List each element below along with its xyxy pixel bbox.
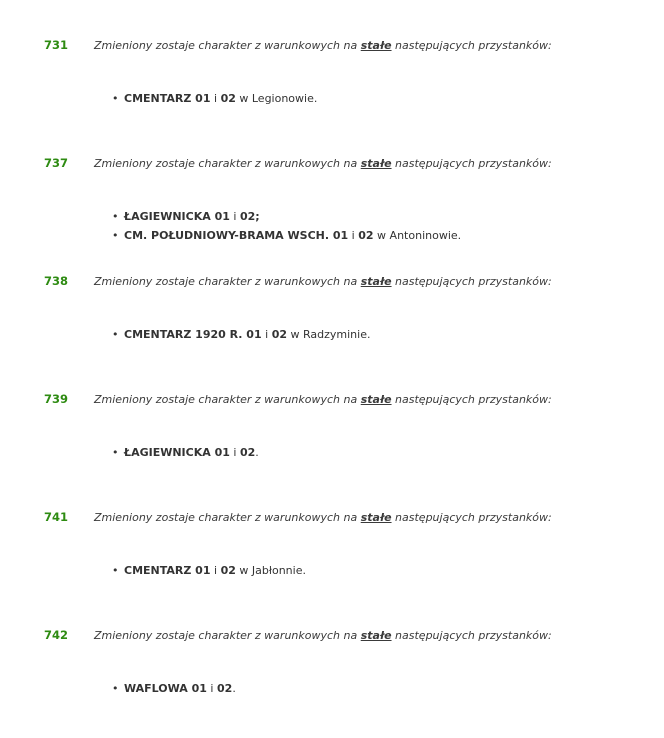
stop-item: • WAFLOWA 01 i 02. (110, 679, 236, 698)
change-description: Zmieniony zostaje charakter z warunkowych na stałe następujących przystanków: (94, 275, 552, 288)
change-description: Zmieniony zostaje charakter z warunkowych na stałe następujących przystanków: (94, 511, 552, 524)
emphasis-permanent: stałe (360, 39, 392, 52)
line-entry-741 (0, 502, 664, 620)
bullet-icon: • (112, 682, 119, 695)
line-number: 737 (44, 156, 69, 170)
bullet-icon: • (112, 229, 119, 242)
line-number: 738 (44, 274, 69, 288)
change-description: Zmieniony zostaje charakter z warunkowych na stałe następujących przystanków: (94, 157, 552, 170)
line-entry-742 (0, 620, 664, 738)
emphasis-permanent: stałe (360, 511, 392, 524)
stop-list (110, 679, 236, 698)
change-description: Zmieniony zostaje charakter z warunkowych na stałe następujących przystanków: (94, 39, 552, 52)
change-description: Zmieniony zostaje charakter z warunkowych na stałe następujących przystanków: (94, 629, 552, 642)
notice-list (0, 30, 664, 738)
emphasis-permanent: stałe (360, 275, 392, 288)
stop-item: • CMENTARZ 01 i 02 w Legionowie. (110, 89, 317, 108)
line-number: 741 (44, 510, 69, 524)
stop-item: • CM. POŁUDNIOWY-BRAMA WSCH. 01 i 02 w Antoninowie. (110, 226, 461, 245)
change-description: Zmieniony zostaje charakter z warunkowych na stałe następujących przystanków: (94, 393, 552, 406)
line-entry-739 (0, 384, 664, 502)
line-number: 742 (44, 628, 69, 642)
line-entry-738 (0, 266, 664, 384)
stop-list (110, 207, 461, 245)
stop-item: • ŁAGIEWNICKA 01 i 02; (110, 207, 461, 226)
emphasis-permanent: stałe (360, 393, 392, 406)
emphasis-permanent: stałe (360, 629, 392, 642)
stop-item: • CMENTARZ 01 i 02 w Jabłonnie. (110, 561, 306, 580)
stop-item: • ŁAGIEWNICKA 01 i 02. (110, 443, 259, 462)
bullet-icon: • (112, 564, 119, 577)
line-number: 739 (44, 392, 69, 406)
stop-list (110, 89, 317, 108)
line-number: 731 (44, 38, 69, 52)
emphasis-permanent: stałe (360, 157, 392, 170)
stop-list (110, 561, 306, 580)
stop-list (110, 443, 259, 462)
stop-list (110, 325, 370, 344)
bullet-icon: • (112, 210, 119, 223)
bullet-icon: • (112, 92, 119, 105)
line-entry-737 (0, 148, 664, 266)
line-entry-731 (0, 30, 664, 148)
bullet-icon: • (112, 446, 119, 459)
stop-item: • CMENTARZ 1920 R. 01 i 02 w Radzyminie. (110, 325, 370, 344)
bullet-icon: • (112, 328, 119, 341)
